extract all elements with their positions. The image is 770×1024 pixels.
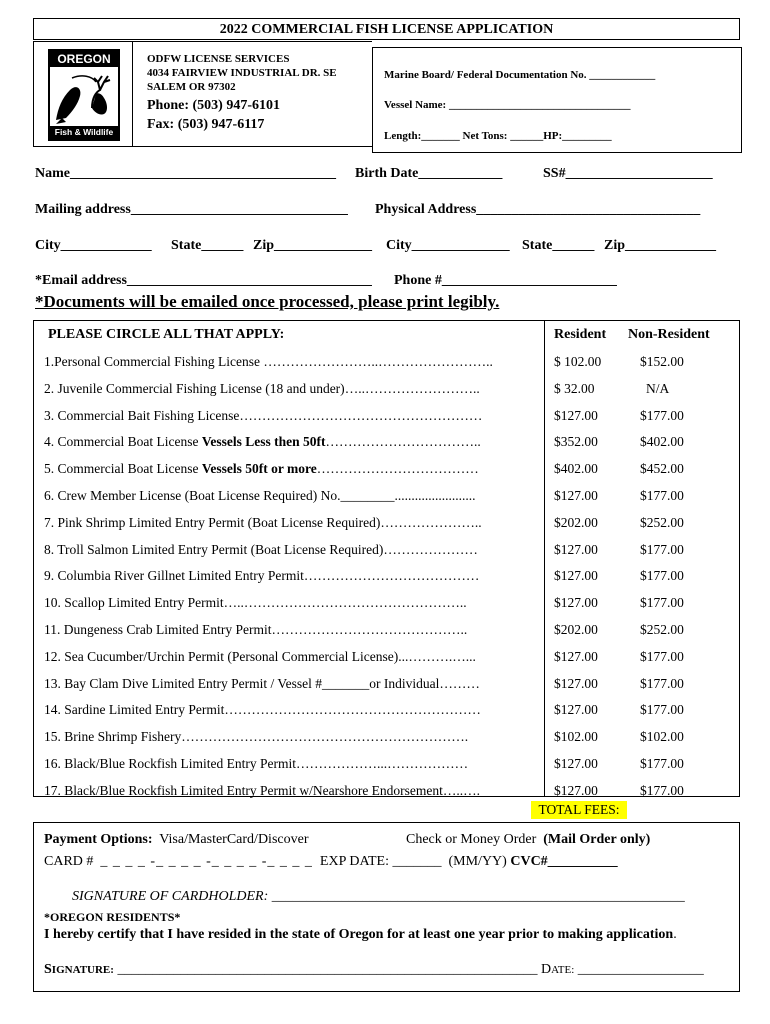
resident-fee: $127.00: [554, 649, 598, 664]
resident-fee: $127.00: [554, 488, 598, 503]
vessel-name-field[interactable]: Vessel Name: _________________________________: [384, 99, 631, 111]
residency-certification: [44, 927, 677, 943]
license-leader-dots: …………………………………: [303, 568, 480, 583]
nonresident-fee: $177.00: [640, 408, 684, 423]
payment-options-line: [44, 832, 308, 848]
nonresident-fee: $177.00: [640, 568, 684, 583]
license-name: 17. Black/Blue Rockfish Limited Entry Permit w/Nearshore Endorsement: [44, 783, 443, 798]
nonresident-fee: N/A: [646, 381, 670, 396]
physical-state-field[interactable]: State______: [522, 238, 595, 253]
nonresident-fee: $177.00: [640, 649, 684, 664]
license-name: 10. Scallop Limited Entry Permit: [44, 595, 224, 610]
ssn-field[interactable]: SS#_____________________: [543, 166, 713, 181]
nonresident-fee: $402.00: [640, 434, 684, 449]
resident-fee: $352.00: [554, 434, 598, 449]
license-name: 3. Commercial Bait Fishing License: [44, 408, 240, 423]
date-field[interactable]: __________________: [574, 962, 704, 977]
oregon-residents-label: *OREGON RESIDENTS*: [44, 910, 181, 924]
license-name: 5. Commercial Boat License: [44, 461, 202, 476]
license-leader-dots: …..…………………………………………..: [223, 595, 467, 610]
nonresident-fee: $177.00: [640, 542, 684, 557]
license-name: 7. Pink Shrimp Limited Entry Permit (Boat License Required): [44, 515, 381, 530]
resident-fee: $ 32.00: [554, 381, 595, 396]
nonresident-fee: $177.00: [640, 702, 684, 717]
mail-order-only: (Mail Order only): [543, 832, 651, 847]
cvc-field[interactable]: CVC#__________: [510, 854, 618, 869]
license-leader-dots: ........................: [394, 488, 476, 503]
license-name: 12. Sea Cucumber/Urchin Permit (Personal Commercial License): [44, 649, 399, 664]
license-row[interactable]: [44, 781, 534, 801]
license-row[interactable]: [44, 379, 534, 399]
email-field[interactable]: *Email address___________________________________: [35, 273, 372, 288]
license-leader-dots: ………………………………: [316, 461, 479, 476]
license-leader-dots: ……………………………………..: [271, 622, 468, 637]
license-leader-dots: ……………………..……………………..: [263, 354, 493, 369]
nonresident-fee: $102.00: [640, 729, 684, 744]
physical-zip-field[interactable]: Zip_____________: [604, 238, 717, 253]
license-name: 11. Dungeness Crab Limited Entry Permit: [44, 622, 272, 637]
signature-label-cap: S: [44, 962, 52, 977]
resident-column-header: Resident: [554, 327, 607, 342]
license-vessel-size: Vessels Less then 50ft: [201, 434, 326, 449]
license-row[interactable]: [44, 727, 534, 747]
resident-fee: $127.00: [554, 702, 598, 717]
nonresident-column-header: Non-Resident: [628, 327, 710, 342]
resident-fee: $127.00: [554, 595, 598, 610]
license-name: 14. Sardine Limited Entry Permit: [44, 702, 225, 717]
license-row[interactable]: [44, 406, 534, 426]
resident-fee: $127.00: [554, 756, 598, 771]
license-leader-dots: …..….: [442, 783, 481, 798]
resident-fee: $202.00: [554, 622, 598, 637]
office-city: SALEM OR 97302: [147, 81, 236, 93]
payment-options-label: Payment Options:: [44, 832, 153, 847]
resident-fee: $127.00: [554, 568, 598, 583]
nonresident-fee: $252.00: [640, 515, 684, 530]
license-leader-dots: …..……………………..: [344, 381, 480, 396]
resident-fee: $127.00: [554, 542, 598, 557]
nonresident-fee: $177.00: [640, 676, 684, 691]
license-row[interactable]: [44, 647, 534, 667]
license-table-divider: [544, 320, 545, 797]
nonresident-fee: $252.00: [640, 622, 684, 637]
logo-oregon-text: OREGON: [50, 51, 118, 67]
certification-text: I hereby certify that I have resided in the state of Oregon for at least one year prior to making application: [44, 927, 674, 942]
cardholder-signature-field[interactable]: SIGNATURE OF CARDHOLDER: ___________________________________________________________: [72, 889, 685, 904]
office-phone: Phone: (503) 947-6101: [147, 98, 280, 113]
license-row[interactable]: [44, 513, 534, 533]
signature-label: IGNATURE:: [51, 964, 114, 976]
birth-date-field[interactable]: Birth Date____________: [355, 166, 503, 181]
license-name: 16. Black/Blue Rockfish Limited Entry Permit: [44, 756, 296, 771]
card-number-field[interactable]: _ _ _ _ -_ _ _ _ -_ _ _ _ -_ _ _ _: [100, 854, 313, 869]
license-name: 4. Commercial Boat License: [44, 434, 202, 449]
license-row[interactable]: [44, 674, 534, 694]
email-notice: *Documents will be emailed once processed, please print legibly.: [35, 292, 500, 311]
license-name: 1.Personal Commercial Fishing License: [44, 354, 264, 369]
resident-fee: $127.00: [554, 783, 598, 798]
fish-deer-icon: [52, 68, 116, 126]
physical-city-field[interactable]: City______________: [386, 238, 510, 253]
license-row[interactable]: [44, 486, 534, 506]
resident-fee: $102.00: [554, 729, 598, 744]
resident-fee: $127.00: [554, 676, 598, 691]
exp-date-field[interactable]: EXP DATE: _______: [319, 854, 442, 869]
nonresident-fee: $177.00: [640, 595, 684, 610]
resident-fee: $202.00: [554, 515, 598, 530]
license-leader-dots: …………………………………………………: [224, 702, 481, 717]
license-name: 15. Brine Shrimp Fishery: [44, 729, 182, 744]
license-leader-dots: ………………...………………: [295, 756, 469, 771]
form-title: 2022 COMMERCIAL FISH LICENSE APPLICATION: [33, 18, 740, 40]
license-leader-dots: ………: [439, 676, 480, 691]
check-money-order: Check or Money Order: [406, 832, 537, 847]
logo-fish-wildlife-text: Fish & Wildlife: [50, 126, 118, 139]
office-street: 4034 FAIRVIEW INDUSTRIAL DR. SE: [147, 67, 337, 79]
mailing-address-field[interactable]: Mailing address_______________________________: [35, 202, 348, 217]
license-row[interactable]: [44, 459, 534, 479]
documentation-number-field[interactable]: Marine Board/ Federal Documentation No. ____________: [384, 69, 656, 81]
resident-fee: $127.00: [554, 408, 598, 423]
physical-address-field[interactable]: Physical Address________________________________: [375, 202, 701, 217]
check-option: [406, 832, 650, 848]
resident-fee: $ 102.00: [554, 354, 602, 369]
license-leader-dots: …………………..: [380, 515, 482, 530]
mailing-zip-field[interactable]: Zip______________: [253, 238, 373, 253]
name-field[interactable]: Name______________________________________: [35, 166, 336, 181]
card-types: Visa/MasterCard/Discover: [159, 832, 309, 847]
office-fax: Fax: (503) 947-6117: [147, 117, 265, 132]
license-leader-dots: ……………………………………………………….: [181, 729, 469, 744]
date-label: ATE:: [551, 964, 575, 976]
nonresident-fee: $177.00: [640, 756, 684, 771]
license-name: 2. Juvenile Commercial Fishing License (18 and under): [44, 381, 345, 396]
license-row[interactable]: [44, 352, 534, 372]
license-row[interactable]: [44, 700, 534, 720]
license-leader-dots: ………………………………………………: [239, 408, 483, 423]
payment-section: [33, 822, 740, 992]
license-vessel-size: Vessels 50ft or more: [201, 461, 317, 476]
license-row[interactable]: [44, 593, 534, 613]
card-number-label: CARD #: [44, 854, 94, 869]
vessel-info-block: [372, 47, 742, 153]
license-name: 8. Troll Salmon Limited Entry Permit (Boat License Required): [44, 542, 384, 557]
mailing-state-field[interactable]: State______: [171, 238, 244, 253]
odfw-logo: [48, 49, 120, 141]
resident-fee: $402.00: [554, 461, 598, 476]
office-address-block: [133, 41, 372, 147]
nonresident-fee: $177.00: [640, 488, 684, 503]
date-label-cap: D: [540, 962, 552, 977]
nonresident-fee: $452.00: [640, 461, 684, 476]
vessel-dimensions-field[interactable]: Length:_______ Net Tons: ______HP:_________: [384, 130, 612, 142]
mailing-city-field[interactable]: City_____________: [35, 238, 152, 253]
office-name: ODFW LICENSE SERVICES: [147, 53, 290, 65]
license-row[interactable]: [44, 540, 534, 560]
total-fees-label: TOTAL FEES:: [531, 801, 627, 819]
certification-period: .: [673, 927, 677, 942]
exp-format-hint: (MM/YY): [448, 854, 507, 869]
nonresident-fee: $177.00: [640, 783, 684, 798]
license-name: 6. Crew Member License (Boat License Required) No.________: [44, 488, 395, 503]
license-name: 13. Bay Clam Dive Limited Entry Permit / Vessel #_______or Individual: [44, 676, 440, 691]
nonresident-fee: $152.00: [640, 354, 684, 369]
applicant-signature-field[interactable]: ____________________________________________________________: [113, 962, 541, 977]
license-leader-dots: ...……….…...: [398, 649, 476, 664]
signature-line: [44, 962, 704, 978]
license-row[interactable]: [44, 620, 534, 640]
license-row[interactable]: [44, 432, 534, 452]
phone-field[interactable]: Phone #_________________________: [394, 273, 617, 288]
license-leader-dots: …………………: [383, 542, 478, 557]
license-table-header: PLEASE CIRCLE ALL THAT APPLY:: [48, 327, 285, 342]
license-leader-dots: ……………………………..: [325, 434, 481, 449]
license-row[interactable]: [44, 754, 534, 774]
license-row[interactable]: [44, 566, 534, 586]
license-name: 9. Columbia River Gillnet Limited Entry Permit: [44, 568, 304, 583]
card-info-line: [44, 854, 618, 870]
